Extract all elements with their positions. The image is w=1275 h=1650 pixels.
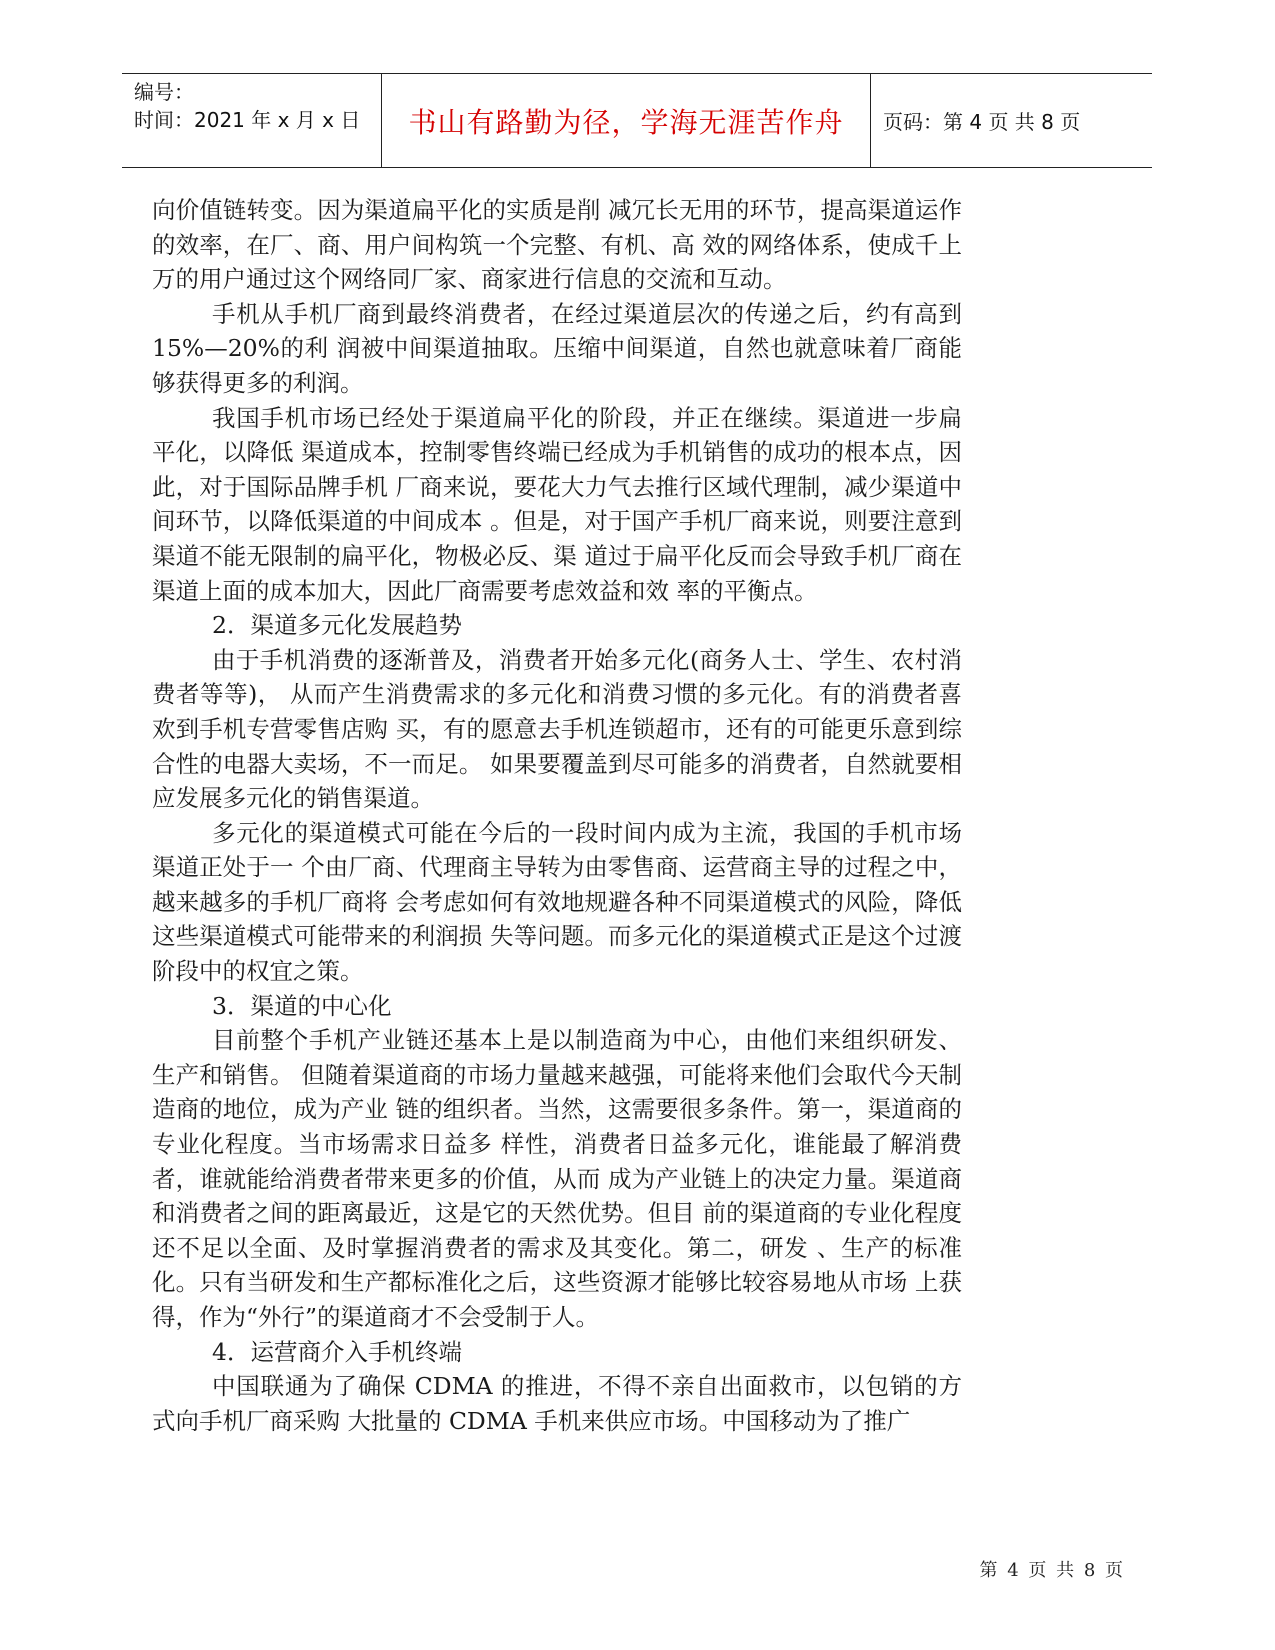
paragraph: 多元化的渠道模式可能在今后的一段时间内成为主流，我国的手机市场渠道正处于一 个由厂商、代理商主导转为由零售商、运营商主导的过程之中，越来越多的手机厂商将 会考虑如何有效地规避各种不同渠道模式的风险，降低这些渠道模式可能带来的利润损 失等问题。而多元化的渠道模式正是这个过渡阶段中的权宜之策。: [152, 818, 962, 986]
header-meta: [122, 74, 382, 167]
paragraph: 我国手机市场已经处于渠道扁平化的阶段，并正在继续。渠道进一步扁平化，以降低 渠道成本，控制零售终端已经成为手机销售的成功的根本点，因此，对于国际品牌手机 厂商来说，要花大力气去推行区域代理制，减少渠道中间环节，以降低渠道的中间成本 。但是，对于国产手机厂商来说，则要注意到渠道不能无限制的扁平化，物极必反、渠 道过于扁平化反而会导致手机厂商在渠道上面的成本加大，因此厂商需要考虑效益和效 率的平衡点。: [152, 403, 962, 605]
page-info-text: 页码：第 4 页 共 8 页: [883, 110, 1081, 134]
paragraph: 向价值链转变。因为渠道扁平化的实质是削 减冗长无用的环节，提高渠道运作的效率，在厂、商、用户间构筑一个完整、有机、高 效的网络体系，使成千上万的用户通过这个网络同厂家、商家进行信息的交流和互动。: [152, 196, 962, 294]
paragraph: 手机从手机厂商到最终消费者，在经过渠道层次的传递之后，约有高到 15%—20%的利 润被中间渠道抽取。压缩中间渠道，自然也就意味着厂商能够获得更多的利润。: [152, 299, 962, 397]
number-label: 编号：: [134, 80, 194, 104]
footer-page-number: 第 4 页 共 8 页: [979, 1560, 1125, 1581]
paragraph: 目前整个手机产业链还基本上是以制造商为中心，由他们来组织研发、生产和销售。 但随着渠道商的市场力量越来越强，可能将来他们会取代今天制造商的地位，成为产业 链的组织者。当然，这需要很多条件。第一，渠道商的专业化程度。当市场需求日益多 样性，消费者日益多元化，谁能最了解消费者，谁就能给消费者带来更多的价值，从而 成为产业链上的决定力量。渠道商和消费者之间的距离最近，这是它的天然优势。但目 前的渠道商的专业化程度还不足以全面、及时掌握消费者的需求及其变化。第二，研发 、生产的标准化。只有当研发和生产都标准化之后，这些资源才能够比较容易地从市场 上获得，作为“外行”的渠道商才不会受制于人。: [152, 1026, 962, 1331]
motto-text: 书山有路勤为径，学海无涯苦作舟: [408, 105, 844, 139]
page-footer: [979, 1556, 1125, 1582]
time-label: 时间：2021 年 x 月 x 日: [134, 108, 361, 132]
document-body: [152, 193, 962, 1438]
header-motto-cell: [382, 74, 871, 167]
paragraph: 2．渠道多元化发展趋势: [212, 611, 462, 640]
paragraph: 由于手机消费的逐渐普及，消费者开始多元化(商务人士、学生、农村消费者等等)， 从而产生消费需求的多元化和消费习惯的多元化。有的消费者喜欢到手机专营零售店购 买，有的愿意去手机连锁超市，还有的可能更乐意到综合性的电器大卖场，不一而足。 如果要覆盖到尽可能多的消费者，自然就要相应发展多元化的销售渠道。: [152, 645, 962, 813]
paragraph: 3．渠道的中心化: [212, 991, 392, 1020]
paragraph: 中国联通为了确保 CDMA 的推进，不得不亲自出面救市，以包销的方式向手机厂商采购 大批量的 CDMA 手机来供应市场。中国移动为了推广: [152, 1372, 962, 1435]
paragraph: 4．运营商介入手机终端: [212, 1337, 462, 1366]
page-header: [122, 73, 1152, 168]
header-page-info: [871, 74, 1152, 167]
